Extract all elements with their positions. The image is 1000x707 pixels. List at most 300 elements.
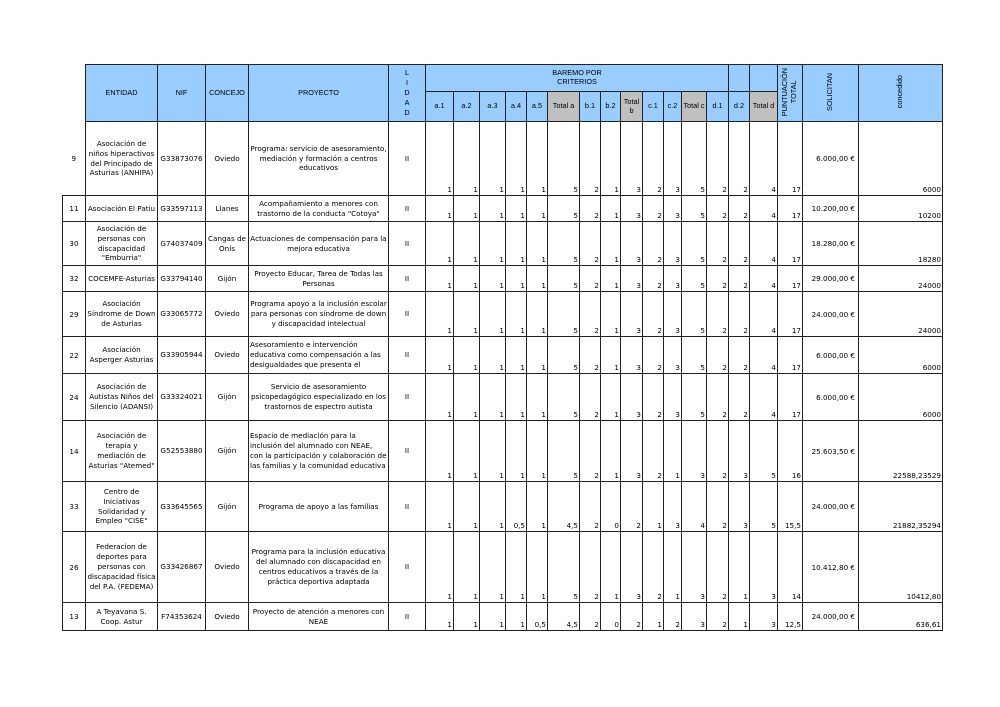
header-a-4: a.4 [506, 92, 527, 122]
score-a-2: 1 [454, 196, 480, 222]
header-blank-totald [750, 65, 778, 92]
solicitan-cell: 6.000,00 € [803, 122, 859, 196]
score-c-1: 2 [643, 292, 664, 337]
puntuacion-total-cell: 17 [778, 337, 803, 374]
proyecto-cell: Proyecto Educar, Tarea de Todas las Personas [249, 266, 389, 292]
score-c-2: 2 [664, 603, 682, 631]
score-c-2: 3 [664, 222, 682, 266]
score-a-1: 1 [426, 603, 454, 631]
puntuacion-total-cell: 17 [778, 222, 803, 266]
score-a-5: 1 [527, 421, 548, 482]
nif-cell: G33426867 [158, 532, 206, 603]
header-a-3: a.3 [480, 92, 506, 122]
score-a-3: 1 [480, 421, 506, 482]
score-a-5: 1 [527, 222, 548, 266]
row-number: 26 [63, 532, 86, 603]
score-total-d: 5 [750, 482, 778, 532]
score-a-5: 1 [527, 122, 548, 196]
header-total-d: Total d [750, 92, 778, 122]
lidad-cell: II [389, 292, 426, 337]
proyecto-cell: Espacio de mediación para la inclusión del alumnado con NEAE, con la participación y colaboración de las familias y la comunidad educativa [249, 421, 389, 482]
header-d-2: d.2 [729, 92, 750, 122]
proyecto-cell: Programa para la inclusión educativa del alumnado con discapacidad en centros educativos a través de la práctica deportiva adaptada [249, 532, 389, 603]
table-row [63, 532, 943, 603]
row-number: 13 [63, 603, 86, 631]
lidad-cell: II [389, 222, 426, 266]
score-total-a: 5 [548, 374, 580, 421]
score-a-2: 1 [454, 421, 480, 482]
score-a-3: 1 [480, 532, 506, 603]
score-a-5: 0,5 [527, 603, 548, 631]
table-row [63, 292, 943, 337]
score-d-2: 2 [729, 337, 750, 374]
header-concejo: CONCEJO [206, 65, 249, 122]
score-b-1: 2 [580, 337, 601, 374]
score-c-2: 3 [664, 482, 682, 532]
puntuacion-total-cell: 17 [778, 122, 803, 196]
proyecto-cell: Programa apoyo a la inclusión escolar para personas con síndrome de down y discapacidad intelectual [249, 292, 389, 337]
score-a-4: 1 [506, 222, 527, 266]
concedido-cell: 636,61 [859, 603, 943, 631]
row-number: 14 [63, 421, 86, 482]
score-total-c: 4 [682, 482, 707, 532]
score-a-4: 0,5 [506, 482, 527, 532]
score-d-1: 2 [707, 196, 729, 222]
score-b-1: 2 [580, 532, 601, 603]
score-b-2: 1 [601, 532, 621, 603]
lidad-cell: II [389, 337, 426, 374]
concedido-cell: 10200 [859, 196, 943, 222]
row-number: 22 [63, 337, 86, 374]
score-a-4: 1 [506, 603, 527, 631]
solicitan-cell: 6.000,00 € [803, 374, 859, 421]
score-total-b: 3 [621, 292, 643, 337]
score-a-2: 1 [454, 292, 480, 337]
solicitan-cell: 24.000,00 € [803, 603, 859, 631]
score-c-1: 2 [643, 196, 664, 222]
puntuacion-total-cell: 12,5 [778, 603, 803, 631]
header-b-2: b.2 [601, 92, 621, 122]
score-total-c: 5 [682, 122, 707, 196]
nif-cell: G52553880 [158, 421, 206, 482]
puntuacion-label: PUNTUACIÓN [780, 67, 790, 116]
concedido-cell: 6000 [859, 337, 943, 374]
score-total-a: 5 [548, 222, 580, 266]
table-row [63, 421, 943, 482]
entidad-cell: Centro de Iniciativas Solidaridad y Empleo "CISE" [86, 482, 158, 532]
score-c-1: 2 [643, 532, 664, 603]
score-a-3: 1 [480, 337, 506, 374]
score-c-2: 1 [664, 532, 682, 603]
score-b-1: 2 [580, 421, 601, 482]
header-proyecto: PROYECTO [249, 65, 389, 122]
lidad-cell: II [389, 122, 426, 196]
concejo-cell: Llanes [206, 196, 249, 222]
nif-cell: G33905944 [158, 337, 206, 374]
puntuacion-total-cell: 15,5 [778, 482, 803, 532]
score-a-5: 1 [527, 196, 548, 222]
header-b-1: b.1 [580, 92, 601, 122]
score-total-c: 5 [682, 374, 707, 421]
score-a-3: 1 [480, 482, 506, 532]
entidad-cell: Asociación de Autistas Niños del Silencio (ADANSI) [86, 374, 158, 421]
score-d-1: 2 [707, 122, 729, 196]
solicitan-cell: 10.412,80 € [803, 532, 859, 603]
score-b-2: 1 [601, 122, 621, 196]
nif-cell: G33794140 [158, 266, 206, 292]
score-d-2: 2 [729, 196, 750, 222]
table-row [63, 196, 943, 222]
score-b-2: 1 [601, 222, 621, 266]
header-concedido [859, 65, 943, 122]
score-total-d: 4 [750, 337, 778, 374]
table-row [63, 122, 943, 196]
entidad-cell: Asociación Síndrome de Down de Asturias [86, 292, 158, 337]
score-c-1: 2 [643, 374, 664, 421]
lidad-letter: L [404, 68, 410, 78]
score-c-2: 3 [664, 266, 682, 292]
score-total-a: 5 [548, 266, 580, 292]
score-d-2: 1 [729, 603, 750, 631]
lidad-letter: A [404, 97, 410, 107]
score-c-2: 3 [664, 122, 682, 196]
score-a-3: 1 [480, 374, 506, 421]
solicitan-cell: 18.280,00 € [803, 222, 859, 266]
score-a-5: 1 [527, 374, 548, 421]
score-c-1: 2 [643, 266, 664, 292]
score-a-4: 1 [506, 421, 527, 482]
header-entidad: ENTIDAD [86, 65, 158, 122]
score-total-b: 3 [621, 122, 643, 196]
entidad-cell: Asociación de personas con discapacidad "Emburria" [86, 222, 158, 266]
score-total-c: 3 [682, 603, 707, 631]
score-a-4: 1 [506, 196, 527, 222]
nif-cell: G33324021 [158, 374, 206, 421]
score-total-b: 2 [621, 482, 643, 532]
proyecto-cell: Actuaciones de compensación para la mejora educativa [249, 222, 389, 266]
score-c-1: 1 [643, 603, 664, 631]
score-d-2: 2 [729, 266, 750, 292]
score-d-1: 2 [707, 421, 729, 482]
score-a-2: 1 [454, 532, 480, 603]
proyecto-cell: Programa de apoyo a las familias [249, 482, 389, 532]
nif-cell: G33645565 [158, 482, 206, 532]
concejo-cell: Oviedo [206, 337, 249, 374]
row-number: 30 [63, 222, 86, 266]
score-total-b: 3 [621, 374, 643, 421]
score-a-4: 1 [506, 292, 527, 337]
concedido-cell: 6000 [859, 374, 943, 421]
header-baremo [426, 65, 729, 92]
score-b-1: 2 [580, 266, 601, 292]
score-a-2: 1 [454, 222, 480, 266]
score-c-1: 2 [643, 222, 664, 266]
table-row [63, 266, 943, 292]
score-a-2: 1 [454, 337, 480, 374]
table-row [63, 222, 943, 266]
score-total-a: 5 [548, 337, 580, 374]
score-a-2: 1 [454, 374, 480, 421]
score-b-2: 1 [601, 292, 621, 337]
baremo-line-2: CRITERIOS [557, 77, 597, 86]
score-d-2: 3 [729, 421, 750, 482]
score-b-1: 2 [580, 603, 601, 631]
score-total-d: 4 [750, 266, 778, 292]
score-a-5: 1 [527, 482, 548, 532]
score-d-1: 2 [707, 532, 729, 603]
concejo-cell: Gijón [206, 482, 249, 532]
score-b-2: 1 [601, 421, 621, 482]
score-total-a: 5 [548, 532, 580, 603]
score-a-3: 1 [480, 292, 506, 337]
score-c-2: 3 [664, 292, 682, 337]
puntuacion-total-cell: 17 [778, 292, 803, 337]
row-number: 9 [63, 122, 86, 196]
proyecto-cell: Asesoramiento e intervención educativa como compensación a las desigualdades que presenta el [249, 337, 389, 374]
header-total-b: Total b [621, 92, 643, 122]
score-total-d: 3 [750, 532, 778, 603]
score-total-d: 4 [750, 222, 778, 266]
score-total-b: 3 [621, 421, 643, 482]
header-total-a: Total a [548, 92, 580, 122]
row-number: 33 [63, 482, 86, 532]
concedido-label: concedido [895, 74, 905, 109]
score-a-1: 1 [426, 482, 454, 532]
score-total-b: 2 [621, 603, 643, 631]
row-number: 11 [63, 196, 86, 222]
score-d-1: 2 [707, 374, 729, 421]
row-number: 24 [63, 374, 86, 421]
score-d-1: 2 [707, 482, 729, 532]
solicitan-cell: 6.000,00 € [803, 337, 859, 374]
header-a-2: a.2 [454, 92, 480, 122]
score-d-2: 2 [729, 374, 750, 421]
proyecto-cell: Servicio de asesoramiento psicopedagógico especializado en los trastornos de espectro autista [249, 374, 389, 421]
score-b-1: 2 [580, 482, 601, 532]
score-c-1: 2 [643, 337, 664, 374]
entidad-cell: Asociación Asperger Asturias [86, 337, 158, 374]
lidad-cell: II [389, 374, 426, 421]
score-total-d: 4 [750, 292, 778, 337]
score-total-d: 4 [750, 374, 778, 421]
entidad-cell: COCEMFE-Asturias [86, 266, 158, 292]
score-total-c: 5 [682, 266, 707, 292]
score-total-a: 4,5 [548, 603, 580, 631]
nif-cell: G74037409 [158, 222, 206, 266]
concedido-cell: 6000 [859, 122, 943, 196]
solicitan-cell: 25.603,50 € [803, 421, 859, 482]
lidad-cell: II [389, 603, 426, 631]
score-total-c: 3 [682, 532, 707, 603]
score-a-4: 1 [506, 337, 527, 374]
score-a-2: 1 [454, 482, 480, 532]
score-total-a: 5 [548, 421, 580, 482]
score-a-5: 1 [527, 337, 548, 374]
score-a-1: 1 [426, 222, 454, 266]
score-c-2: 1 [664, 421, 682, 482]
concejo-cell: Gijón [206, 421, 249, 482]
solicitan-cell: 24.000,00 € [803, 292, 859, 337]
score-total-b: 3 [621, 532, 643, 603]
header-total-c: Total c [682, 92, 707, 122]
score-c-1: 2 [643, 421, 664, 482]
concejo-cell: Cangas de Onís [206, 222, 249, 266]
score-a-5: 1 [527, 532, 548, 603]
score-total-c: 5 [682, 196, 707, 222]
lidad-letter: D [404, 107, 410, 117]
baremo-line-1: BAREMO POR [552, 68, 602, 78]
score-a-1: 1 [426, 196, 454, 222]
lidad-letter: I [405, 78, 409, 88]
entidad-cell: Asociación de niños hiperactivos del Principado de Asturias (ANHIPA) [86, 122, 158, 196]
score-d-2: 2 [729, 222, 750, 266]
lidad-cell: II [389, 196, 426, 222]
score-total-b: 3 [621, 222, 643, 266]
row-number: 32 [63, 266, 86, 292]
score-total-b: 3 [621, 266, 643, 292]
score-a-1: 1 [426, 421, 454, 482]
puntuacion-total-cell: 14 [778, 532, 803, 603]
score-a-2: 1 [454, 603, 480, 631]
table-row [63, 337, 943, 374]
lidad-letter: D [404, 88, 410, 98]
header-puntuacion-total [778, 65, 803, 122]
concedido-cell: 22588,23529 [859, 421, 943, 482]
proyecto-cell: Programa: servicio de asesoramiento, mediación y formación a centros educativos [249, 122, 389, 196]
concejo-cell: Oviedo [206, 292, 249, 337]
concedido-cell: 24000 [859, 266, 943, 292]
proyecto-cell: Acompañamiento a menores con trastorno de la conducta "Cotoya" [249, 196, 389, 222]
header-blank-d2 [729, 65, 750, 92]
puntuacion-total-cell: 17 [778, 266, 803, 292]
score-d-2: 1 [729, 532, 750, 603]
score-total-a: 5 [548, 122, 580, 196]
score-b-2: 0 [601, 603, 621, 631]
header-a-1: a.1 [426, 92, 454, 122]
concedido-cell: 18280 [859, 222, 943, 266]
header-lidad [389, 65, 426, 122]
score-b-1: 2 [580, 292, 601, 337]
score-total-d: 3 [750, 603, 778, 631]
table-row [63, 603, 943, 631]
score-c-2: 3 [664, 337, 682, 374]
score-b-2: 1 [601, 374, 621, 421]
entidad-cell: A Teyavana S. Coop. Astur [86, 603, 158, 631]
score-a-1: 1 [426, 532, 454, 603]
score-total-a: 4,5 [548, 482, 580, 532]
concedido-cell: 21882,35294 [859, 482, 943, 532]
score-total-c: 5 [682, 337, 707, 374]
table-row [63, 482, 943, 532]
entidad-cell: Federacion de deportes para personas con discapacidad física del P.A. (FEDEMA) [86, 532, 158, 603]
score-total-d: 5 [750, 421, 778, 482]
header-a-5: a.5 [527, 92, 548, 122]
rownum-header [63, 65, 86, 122]
score-d-2: 2 [729, 122, 750, 196]
score-total-d: 4 [750, 122, 778, 196]
score-b-2: 1 [601, 266, 621, 292]
nif-cell: G33597113 [158, 196, 206, 222]
score-a-4: 1 [506, 266, 527, 292]
score-d-1: 2 [707, 266, 729, 292]
score-a-3: 1 [480, 266, 506, 292]
score-a-2: 1 [454, 122, 480, 196]
row-number: 29 [63, 292, 86, 337]
concejo-cell: Oviedo [206, 532, 249, 603]
header-d-1: d.1 [707, 92, 729, 122]
score-total-b: 3 [621, 196, 643, 222]
header-c-1: c.1 [643, 92, 664, 122]
concedido-cell: 24000 [859, 292, 943, 337]
score-total-a: 5 [548, 196, 580, 222]
score-total-a: 5 [548, 292, 580, 337]
score-c-1: 2 [643, 122, 664, 196]
score-d-1: 2 [707, 222, 729, 266]
score-a-3: 1 [480, 603, 506, 631]
puntuacion-total-cell: 16 [778, 421, 803, 482]
nif-cell: F74353624 [158, 603, 206, 631]
score-b-2: 1 [601, 196, 621, 222]
score-a-4: 1 [506, 374, 527, 421]
score-d-1: 2 [707, 337, 729, 374]
lidad-cell: II [389, 421, 426, 482]
score-total-b: 3 [621, 337, 643, 374]
header-c-2: c.2 [664, 92, 682, 122]
entidad-cell: Asociación El Patiu [86, 196, 158, 222]
score-d-2: 2 [729, 292, 750, 337]
score-d-1: 2 [707, 603, 729, 631]
solicitan-cell: 24.000,00 € [803, 482, 859, 532]
score-a-1: 1 [426, 266, 454, 292]
score-a-5: 1 [527, 266, 548, 292]
header-nif: NIF [158, 65, 206, 122]
lidad-cell: II [389, 532, 426, 603]
score-total-c: 5 [682, 222, 707, 266]
score-a-3: 1 [480, 196, 506, 222]
score-a-3: 1 [480, 122, 506, 196]
concejo-cell: Oviedo [206, 122, 249, 196]
score-a-4: 1 [506, 122, 527, 196]
puntuacion-total-cell: 17 [778, 196, 803, 222]
concejo-cell: Gijón [206, 374, 249, 421]
score-b-1: 2 [580, 222, 601, 266]
solicitan-cell: 29.000,00 € [803, 266, 859, 292]
solicitan-cell: 10.200,00 € [803, 196, 859, 222]
score-d-2: 3 [729, 482, 750, 532]
concedido-cell: 10412,80 [859, 532, 943, 603]
lidad-cell: II [389, 266, 426, 292]
score-b-1: 2 [580, 196, 601, 222]
score-total-c: 3 [682, 421, 707, 482]
score-a-1: 1 [426, 374, 454, 421]
solicitan-label: SOLICITAN [825, 72, 835, 111]
nif-cell: G33065772 [158, 292, 206, 337]
score-c-1: 1 [643, 482, 664, 532]
score-b-1: 2 [580, 122, 601, 196]
score-total-d: 4 [750, 196, 778, 222]
score-a-5: 1 [527, 292, 548, 337]
total-label: TOTAL [789, 80, 798, 104]
header-solicitan [803, 65, 859, 122]
concejo-cell: Oviedo [206, 603, 249, 631]
score-a-1: 1 [426, 122, 454, 196]
score-a-1: 1 [426, 292, 454, 337]
score-a-4: 1 [506, 532, 527, 603]
score-a-2: 1 [454, 266, 480, 292]
table-row [63, 374, 943, 421]
proyecto-cell: Proyecto de atención a menores con NEAE [249, 603, 389, 631]
score-c-2: 3 [664, 374, 682, 421]
